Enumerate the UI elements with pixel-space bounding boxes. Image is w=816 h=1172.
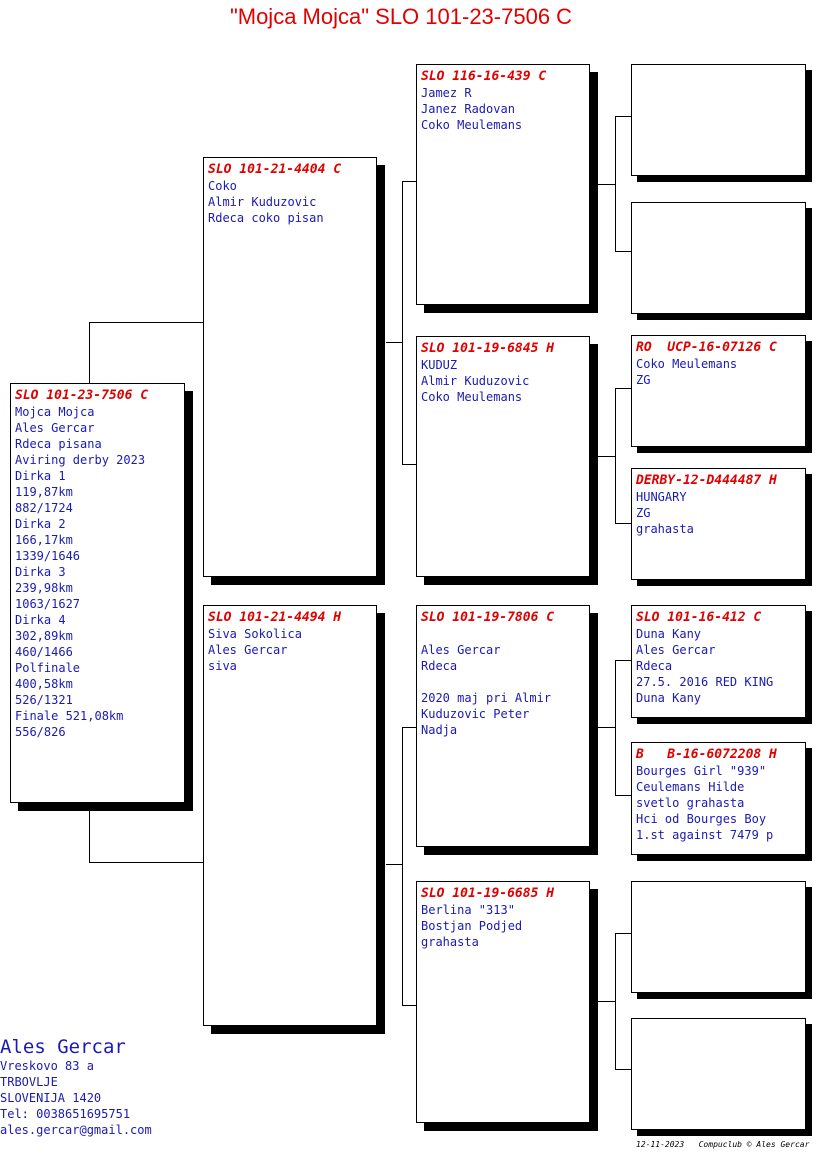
connector [598, 184, 616, 185]
owner-name: Ales Gercar [0, 1036, 126, 1058]
pedigree-line: 239,98km [15, 581, 73, 595]
pedigree-line: Dirka 2 [15, 517, 66, 531]
pedigree-line: KUDUZ [421, 358, 458, 372]
dam-dam-card [416, 881, 590, 1123]
dam-ring: SLO 101-21-4494 H [208, 610, 342, 625]
ds-dam-ring: B B-16-6072208 H [636, 747, 777, 762]
connector [386, 342, 403, 343]
pedigree-line: Siva Sokolica [208, 627, 302, 641]
pedigree-line: 400,58km [15, 677, 73, 691]
ds-sire-lines [636, 626, 801, 706]
dam-dam-lines [421, 902, 585, 950]
pedigree-line: 166,17km [15, 533, 73, 547]
sire-sire-ring: SLO 116-16-439 C [421, 69, 547, 84]
connector [402, 181, 403, 465]
pedigree-title: "Mojca Mojca" SLO 101-23-7506 C [229, 4, 573, 29]
pedigree-line: Ales Gercar [421, 643, 501, 657]
owner-address-line: ales.gercar@gmail.com [0, 1123, 152, 1137]
connector [402, 181, 416, 182]
connector [615, 388, 632, 389]
connector [615, 116, 616, 252]
pedigree-line [421, 626, 585, 642]
connector [598, 456, 616, 457]
pedigree-line: Coko Meulemans [636, 357, 738, 371]
sd-dam-card [631, 468, 806, 580]
owner-address-line: SLOVENIJA 1420 [0, 1091, 102, 1105]
sd-sire-ring: RO UCP-16-07126 C [636, 340, 777, 355]
connector [615, 1069, 632, 1070]
sire-dam-ring: SLO 101-19-6845 H [421, 341, 555, 356]
pedigree-line: Jamez R [421, 86, 472, 100]
pedigree-line: Rdeca pisana [15, 437, 102, 451]
subject-ring: SLO 101-23-7506 C [15, 388, 149, 403]
pedigree-line: Nadja [421, 723, 458, 737]
pedigree-line: Ales Gercar [15, 421, 95, 435]
dam-sire-card [416, 605, 590, 847]
pedigree-line: Hci od Bourges Boy [636, 812, 767, 826]
dam-sire-lines [421, 626, 585, 738]
pedigree-line: Bostjan Podjed [421, 919, 523, 933]
sire-card [203, 157, 377, 577]
pedigree-line: HUNGARY [636, 490, 687, 504]
pedigree-line: 1063/1627 [15, 597, 81, 611]
connector [89, 862, 204, 863]
connector [615, 251, 632, 252]
owner-address-line: Vreskovo 83 a [0, 1059, 94, 1073]
sd-sire-card [631, 335, 806, 447]
ds-sire-card [631, 605, 806, 718]
pedigree-line: 302,89km [15, 629, 73, 643]
pedigree-line: Rdeca [421, 659, 458, 673]
pedigree-line: Aviring derby 2023 [15, 453, 146, 467]
sire-lines [208, 178, 372, 226]
pedigree-line: 1339/1646 [15, 549, 81, 563]
pedigree-line: Almir Kuduzovic [208, 195, 317, 209]
connector [402, 464, 416, 465]
connector [615, 933, 632, 934]
connector [402, 727, 403, 1006]
empty-card [631, 64, 806, 176]
pedigree-line: 2020 maj pri Almir [421, 691, 552, 705]
pedigree-line: svetlo grahasta [636, 796, 745, 810]
pedigree-line: Rdeca [636, 659, 673, 673]
connector [615, 795, 632, 796]
pedigree-line: Mojca Mojca [15, 405, 95, 419]
ds-sire-ring: SLO 101-16-412 C [636, 610, 762, 625]
pedigree-line: Dirka 4 [15, 613, 66, 627]
pedigree-line: Dirka 1 [15, 469, 66, 483]
pedigree-line: Finale 521,08km [15, 709, 124, 723]
connector [402, 1005, 416, 1006]
connector [598, 1001, 616, 1002]
connector [615, 933, 616, 1070]
pedigree-line: Coko Meulemans [421, 390, 523, 404]
connector [615, 523, 632, 524]
connector [598, 727, 616, 728]
dam-lines [208, 626, 372, 674]
pedigree-line: Coko [208, 179, 237, 193]
sire-sire-lines [421, 85, 585, 133]
connector [615, 660, 632, 661]
pedigree-line: Rdeca coko pisan [208, 211, 324, 225]
connector [615, 388, 616, 524]
empty-card [631, 1018, 806, 1130]
pedigree-line: Duna Kany [636, 691, 702, 705]
pedigree-line: 460/1466 [15, 645, 73, 659]
sire-dam-lines [421, 357, 585, 405]
empty-card [631, 202, 806, 314]
pedigree-line: Almir Kuduzovic [421, 374, 530, 388]
subject-card [10, 383, 185, 803]
sd-dam-ring: DERBY-12-D444487 H [636, 473, 777, 488]
pedigree-line: Berlina "313" [421, 903, 515, 917]
pedigree-line: 119,87km [15, 485, 73, 499]
pedigree-line: ZG [636, 373, 651, 387]
sd-sire-lines [636, 356, 801, 388]
connector [89, 322, 90, 384]
sire-ring: SLO 101-21-4404 C [208, 162, 342, 177]
pedigree-line: Ales Gercar [208, 643, 288, 657]
pedigree-line: Duna Kany [636, 627, 702, 641]
owner-info [0, 1036, 152, 1138]
owner-address-line: TRBOVLJE [0, 1075, 58, 1089]
ds-dam-card [631, 742, 806, 855]
pedigree-line: Polfinale [15, 661, 81, 675]
pedigree-line [421, 674, 585, 690]
connector [89, 322, 204, 323]
pedigree-line: Janez Radovan [421, 102, 515, 116]
ds-dam-lines [636, 763, 801, 843]
pedigree-line: Dirka 3 [15, 565, 66, 579]
pedigree-line: 1.st against 7479 p [636, 828, 774, 842]
pedigree-line: 27.5. 2016 RED KING [636, 675, 774, 689]
pedigree-line: Bourges Girl "939" [636, 764, 767, 778]
pedigree-line: Coko Meulemans [421, 118, 523, 132]
pedigree-line: Ceulemans Hilde [636, 780, 745, 794]
dam-card [203, 605, 377, 1026]
dam-dam-ring: SLO 101-19-6685 H [421, 886, 555, 901]
sire-sire-card [416, 64, 590, 305]
pedigree-line: grahasta [421, 935, 479, 949]
subject-lines [15, 404, 180, 740]
dam-sire-ring: SLO 101-19-7806 C [421, 610, 555, 625]
pedigree-line: 556/826 [15, 725, 66, 739]
pedigree-line: 882/1724 [15, 501, 73, 515]
pedigree-line: 526/1321 [15, 693, 73, 707]
connector [615, 660, 616, 796]
connector [89, 810, 90, 863]
pedigree-line: Kuduzovic Peter [421, 707, 530, 721]
sire-dam-card [416, 336, 590, 577]
pedigree-line: ZG [636, 506, 651, 520]
connector [402, 727, 416, 728]
owner-address [0, 1058, 152, 1138]
pedigree-line: Ales Gercar [636, 643, 716, 657]
owner-address-line: Tel: 0038651695751 [0, 1107, 131, 1121]
footer-credit: 12-11-2023 Compuclub © Ales Gercar [636, 1140, 810, 1149]
connector [386, 864, 403, 865]
pedigree-line: grahasta [636, 522, 694, 536]
sd-dam-lines [636, 489, 801, 537]
connector [615, 116, 632, 117]
pedigree-line: siva [208, 659, 237, 673]
empty-card [631, 881, 806, 993]
